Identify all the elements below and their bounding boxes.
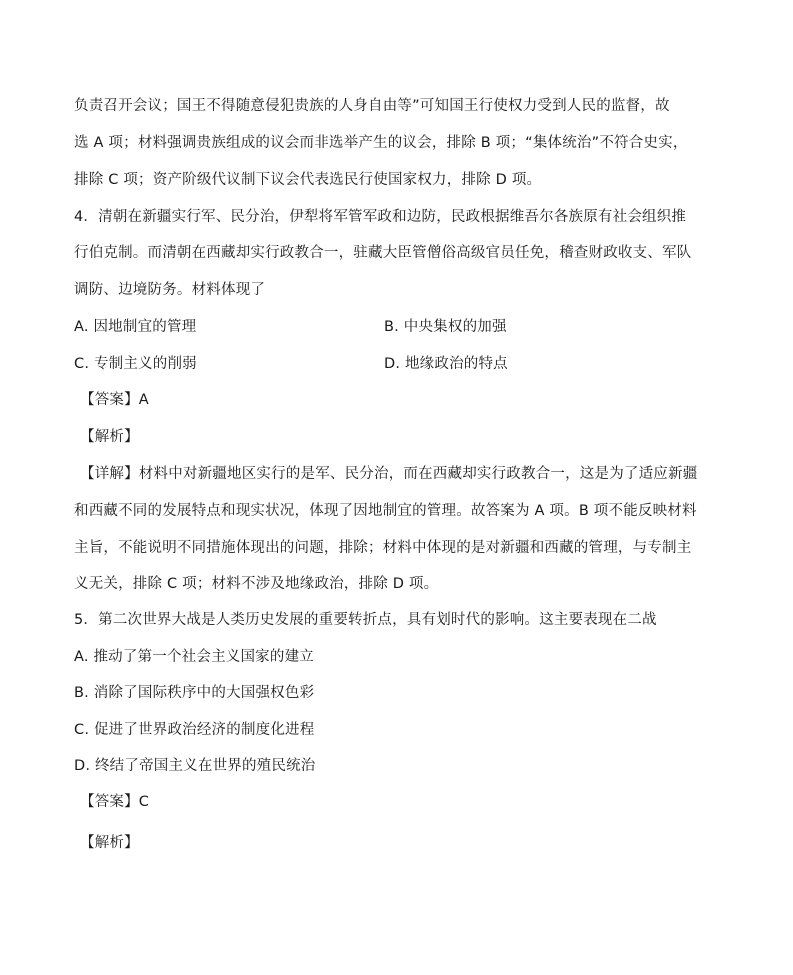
q4-option-c: C. 专制主义的削弱 [74,356,197,372]
q4-detail-line-3: 主旨，不能说明不同措施体现出的问题，排除；材料中体现的是对新疆和西藏的管理，与专制主 [74,540,692,556]
q4-analysis-label: 【解析】 [80,429,139,445]
prev-explanation-line-2: 选 A 项；材料强调贵族组成的议会而非选举产生的议会，排除 B 项；“集体统治”不符合史实， [74,135,688,151]
q4-stem-line-1: 4．清朝在新疆实行军、民分治，伊犁将军管军政和边防，民政根据维吾尔各族原有社会组织推 [74,209,687,225]
q5-stem: 5．第二次世界大战是人类历史发展的重要转折点，具有划时代的影响。这主要表现在二战 [74,612,657,628]
prev-explanation-line-1: 负责召开会议；国王不得随意侵犯贵族的人身自由等”可知国王行使权力受到人民的监督，故 [74,98,670,114]
q4-detail-line-2: 和西藏不同的发展特点和现实状况，体现了因地制宜的管理。故答案为 A 项。B 项不能反映材料 [74,503,697,519]
q4-detail-line-1: 【详解】材料中对新疆地区实行的是军、民分治，而在西藏却实行政教合一，这是为了适应新疆 [80,466,698,482]
q4-detail-line-4: 义无关，排除 C 项；材料不涉及地缘政治，排除 D 项。 [74,576,439,592]
q4-option-d: D. 地缘政治的特点 [384,356,508,372]
q4-stem-line-3: 调防、边境防务。材料体现了 [74,282,266,298]
q4-answer: 【答案】A [80,392,149,408]
q5-option-c: C. 促进了世界政治经济的制度化进程 [74,722,315,738]
q4-stem-line-2: 行伯克制。而清朝在西藏却实行政教合一，驻藏大臣管僧俗高级官员任免，稽查财政收支、军队 [74,245,692,261]
q5-option-a: A. 推动了第一个社会主义国家的建立 [74,649,314,665]
q5-option-d: D. 终结了帝国主义在世界的殖民统治 [74,758,316,774]
prev-explanation-line-3: 排除 C 项；资产阶级代议制下议会代表选民行使国家权力，排除 D 项。 [74,172,542,188]
q5-analysis-label: 【解析】 [80,835,139,851]
q4-option-a: A. 因地制宜的管理 [74,319,197,335]
q5-answer: 【答案】C [80,794,150,810]
q5-option-b: B. 消除了国际秩序中的大国强权色彩 [74,685,315,701]
q4-option-b: B. 中央集权的加强 [384,319,507,335]
